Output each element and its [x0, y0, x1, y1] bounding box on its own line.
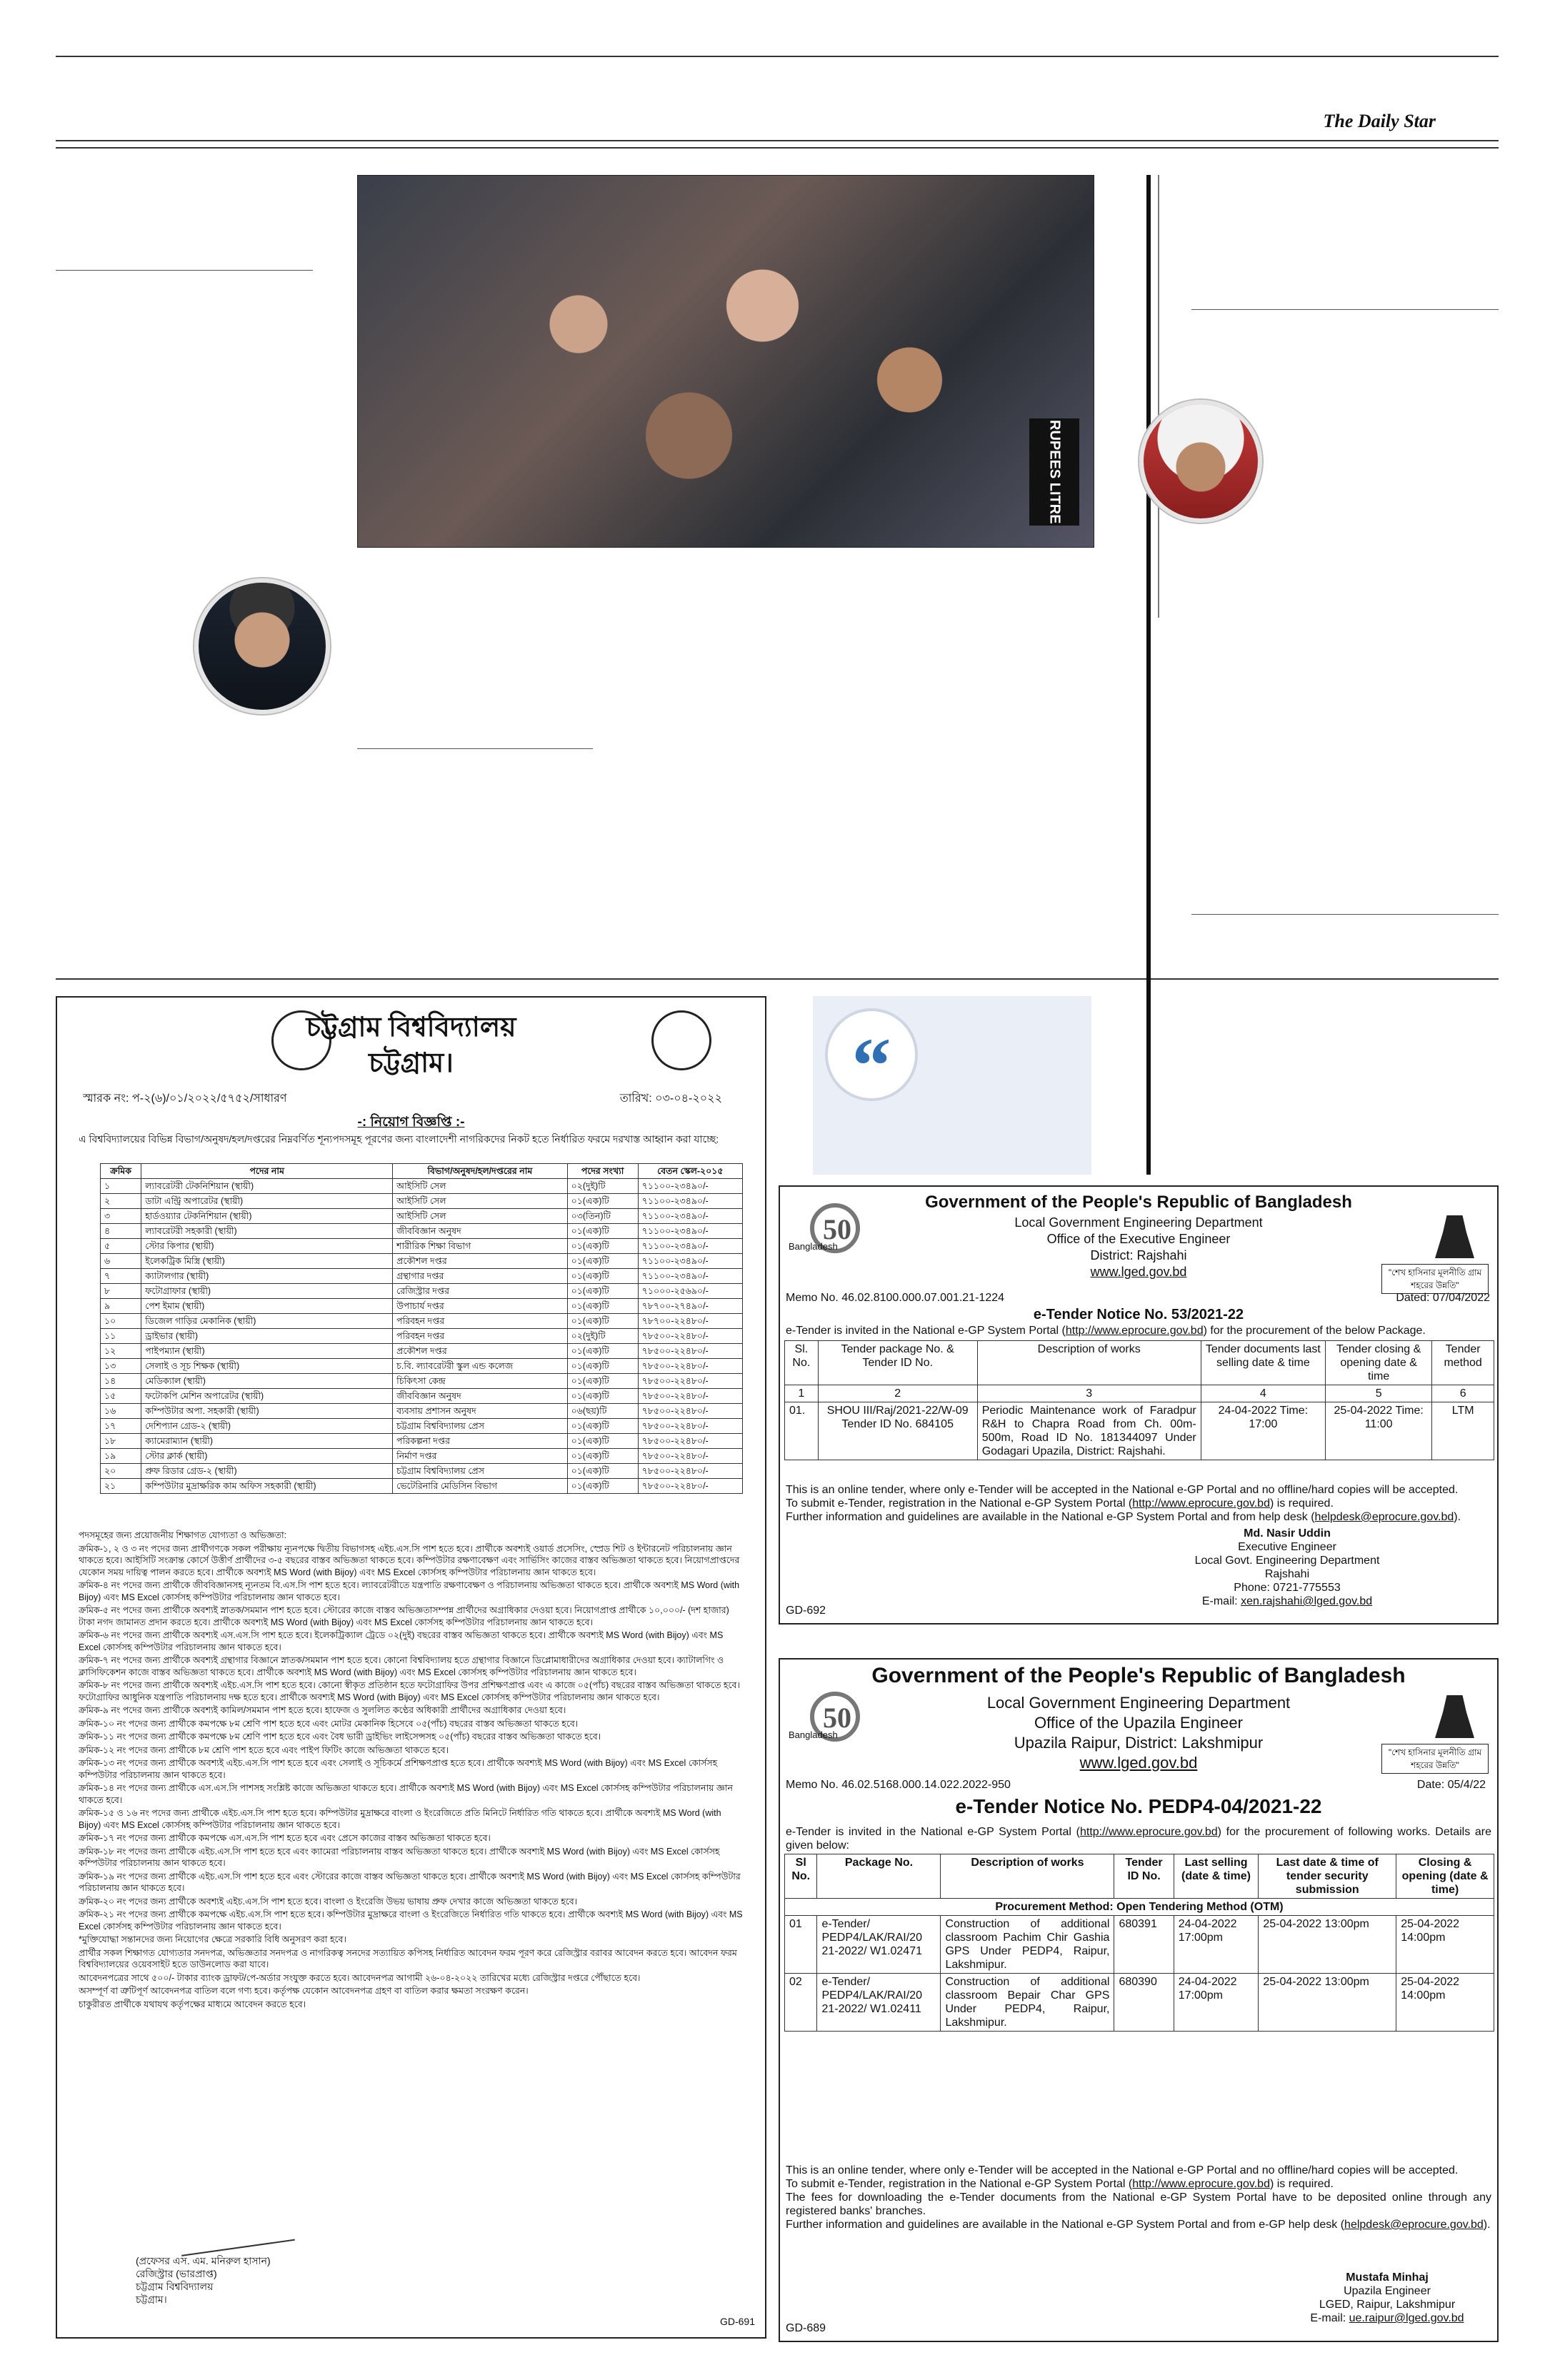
table-row — [101, 1374, 743, 1389]
table-cell: ৭৮৫০০-২২৪৮০/- — [638, 1374, 742, 1389]
t2-sig-org: LGED, Raipur, Lakshmipur — [1319, 2299, 1456, 2311]
t1-note2: To submit e-Tender, registration in the National e-GP System Portal (http://www.eprocure.gov.bd) is required. — [786, 1497, 1334, 1510]
table-row — [101, 1209, 743, 1224]
table-cell: ৭৮৭০০-২২৪৮০/- — [638, 1314, 742, 1329]
t1-sig-org: Local Govt. Engineering Department — [1194, 1555, 1380, 1567]
news-photo — [357, 175, 1094, 548]
cu-table-header: পদের নাম — [141, 1164, 393, 1179]
t1-gd-code: GD-692 — [786, 1605, 826, 1617]
cu-paragraph: ক্রমিক-১৪ নং পদের জন্য প্রার্থীকে এস.এস.সি পাশসহ সংশ্লিষ্ট কাজে অভিজ্ঞতা থাকতে হবে। প্রার্থীকে অবশ্যই MS Word (with Bijoy) এবং MS Excel কোর্সসহ কম্পিউটার পরিচালনায় জ্ঞান থাকতে হবে। — [79, 1783, 733, 1805]
table-cell: পাইপম্যান (স্থায়ী) — [141, 1344, 393, 1359]
table-cell: ক্যাটালগার (স্থায়ী) — [141, 1269, 393, 1284]
t2-dept: Local Government Engineering Department — [986, 1694, 1291, 1712]
right-column-rule-1 — [1191, 309, 1499, 310]
table-cell: ৭৮৫০০-২২৪৮০/- — [638, 1389, 742, 1404]
table-cell: ইলেকট্রিক মিস্ত্রি (স্থায়ী) — [141, 1254, 393, 1269]
cu-city: চট্টগ্রাম। — [369, 1048, 454, 1078]
table-cell: স্টোর ক্লার্ক (স্থায়ী) — [141, 1449, 393, 1464]
t1-table-header: Tender documents last selling date & time — [1201, 1341, 1325, 1385]
masthead: The Daily Star — [1323, 111, 1436, 131]
table-row — [101, 1224, 743, 1239]
cu-paragraph: ক্রমিক-১৯ নং পদের জন্য প্রার্থীকে এইচ.এস.সি পাশ হতে হবে এবং স্টোরের কাজে বাস্তব অভিজ্ঞতা থাকতে হবে। প্রার্থীকে অবশ্যই MS Word (with Bijoy) এবং MS Excel কোর্সসহ কম্পিউটার পরিচালনায় জ্ঞান থাকতে হবে। — [79, 1871, 741, 1893]
t2-table-header: Closing & opening (date & time) — [1396, 1854, 1494, 1899]
table-row — [785, 1916, 1494, 1974]
table-cell: ফটোকপি মেশিন অপারেটর (স্থায়ী) — [141, 1389, 393, 1404]
cu-paragraph: ক্রমিক-২০ নং পদের জন্য প্রার্থীকে অবশ্যই এইচ.এস.সি পাশ হতে হবে। বাংলা ও ইংরেজি উভয় ভাষায় প্রুফ দেখার কাজে অভিজ্ঞতা থাকতে হবে। — [79, 1896, 578, 1907]
table-row — [101, 1419, 743, 1434]
table-cell: ০১(এক)টি — [567, 1449, 638, 1464]
table-row — [101, 1194, 743, 1209]
table-cell: ৭১১০০-২৩৪৯০/- — [638, 1179, 742, 1194]
t2-table — [784, 1854, 1494, 2032]
table-cell: ০১(এক)টি — [567, 1194, 638, 1209]
cu-date: তারিখ: ০৩-০৪-২০২২ — [619, 1093, 722, 1105]
motto-text: "শেখ হাসিনার মূলনীতি গ্রাম শহরের উন্নতি" — [1381, 1264, 1489, 1294]
t2-sig-name: Mustafa Minhaj — [1346, 2271, 1429, 2284]
table-cell: ল্যাবরেটরী সহকারী (স্থায়ী) — [141, 1224, 393, 1239]
t1-notice-title: e-Tender Notice No. 53/2021-22 — [1033, 1307, 1244, 1322]
table-cell: e-Tender/ PEDP4/LAK/RAI/20 21-2022/ W1.02411 — [817, 1974, 941, 2032]
table-cell: 680390 — [1114, 1974, 1174, 2032]
t1-office: Office of the Executive Engineer — [1046, 1232, 1231, 1246]
table-cell: Periodic Maintenance work of Faradpur R&H to Chapra Road from Ch. 00m-500m, Road ID No. 181344097 Under Godagari Upazila, District: Rajshahi. — [977, 1402, 1201, 1460]
table-cell: ০৬(ছয়)টি — [567, 1404, 638, 1419]
table-cell: রেজিস্ট্রার দপ্তর — [393, 1284, 567, 1299]
cu-sig-name: (প্রফেসর এস. এম. মনিরুল হাসান) — [136, 2255, 271, 2266]
table-cell: ০১(এক)টি — [567, 1374, 638, 1389]
table-cell: ১৪ — [101, 1374, 141, 1389]
table-cell: স্টোর কিপার (স্থায়ী) — [141, 1239, 393, 1254]
t2-note2: To submit e-Tender, registration in the National e-GP System Portal (http://www.eprocure.gov.bd) is required. — [786, 2178, 1334, 2190]
table-row — [101, 1464, 743, 1479]
cu-paragraph: ক্রমিক-৪ নং পদের জন্য প্রার্থীকে জীববিজ্ঞানসহ ন্যূনতম বি.এস.সি পাশ হতে হবে। ল্যাবরেটরীতে যন্ত্রপাতি রক্ষণাবেক্ষণ ও পরিচালনায় অভিজ্ঞতা থাকতে হবে। প্রার্থীকে অবশ্যই MS Word (with Bijoy) এবং MS Excel কোর্সসহ কম্পিউটার পরিচালনায় জ্ঞান থাকতে হবে। — [79, 1580, 740, 1602]
table-row — [101, 1479, 743, 1494]
table-cell: ০১(এক)টি — [567, 1389, 638, 1404]
cu-table-header: বেতন স্কেল-২০১৫ — [638, 1164, 742, 1179]
cu-recruitment-notice — [56, 996, 766, 2339]
t2-gov: Government of the People's Republic of Bangladesh — [871, 1664, 1406, 1687]
table-cell: সেলাই ও সূচ শিক্ষক (স্থায়ী) — [141, 1359, 393, 1374]
t2-email: E-mail: ue.raipur@lged.gov.bd — [1310, 2312, 1464, 2324]
table-cell: ০১(এক)টি — [567, 1314, 638, 1329]
cu-paragraph: ক্রমিক-২১ নং পদের জন্য প্রার্থীকে কমপক্ষে এইচ.এস.সি পাশ হতে হবে। কম্পিউটার মুদ্রাক্ষরে বাংলা ও ইংরেজিতে নির্ধারিত গতি থাকতে হবে। প্রার্থীকে অবশ্যই MS Word (with Bijoy) এবং MS Excel কোর্সসহ কম্পিউটার পরিচালনায় জ্ঞান থাকতে হবে। — [79, 1909, 743, 1932]
table-cell: পেশ ইমাম (স্থায়ী) — [141, 1299, 393, 1314]
cu-posts-table — [100, 1163, 743, 1494]
table-row — [101, 1299, 743, 1314]
table-cell: ৭১০০০-২৫৬৯০/- — [638, 1284, 742, 1299]
table-cell: ০১(এক)টি — [567, 1344, 638, 1359]
table-cell: ০১(এক)টি — [567, 1239, 638, 1254]
motto-text: "শেখ হাসিনার মূলনীতি গ্রাম শহরের উন্নতি" — [1381, 1744, 1489, 1774]
table-cell: ১৮ — [101, 1434, 141, 1449]
header-rule-2 — [56, 147, 1499, 149]
table-cell: ০১(এক)টি — [567, 1269, 638, 1284]
t1-phone: Phone: 0721-775553 — [1234, 1582, 1341, 1594]
table-cell: ৭৮৫০০-২২৪৮০/- — [638, 1434, 742, 1449]
t2-district: Upazila Raipur, District: Lakshmipur — [1014, 1734, 1264, 1752]
portrait-left-image — [199, 583, 326, 710]
table-row — [101, 1284, 743, 1299]
cu-paragraph: ক্রমিক-১৮ নং পদের জন্য প্রার্থীকে এইচ.এস.সি পাশ হতে হবে এবং ক্যামেরা পরিচালনায় বাস্তব অভিজ্ঞতা থাকতে হবে। প্রার্থীকে অবশ্যই MS Word (with Bijoy) এবং MS Excel কোর্সসহ কম্পিউটার পরিচালনায় জ্ঞান থাকতে হবে। — [79, 1846, 720, 1868]
table-cell: ৮ — [101, 1284, 141, 1299]
cu-paragraph: ক্রমিক-১, ২ ও ৩ নং পদের জন্য প্রার্থীগণকে সকল পরীক্ষায় ন্যূনপক্ষে দ্বিতীয় বিভাগসহ এইচ.এস.সি পাশ হতে হবে। প্রার্থীকে অবশ্যই ওয়ার্ড প্রসেসিং, স্প্রেড শিট ও ইন্টারনেট পরিচালনায় জ্ঞান থাকতে হবে। আইসিটি সংক্রান্ত কোর্সে উত্তীর্ণ প্রার্থীদের ৩-৫ বছরের বাস্তব অভিজ্ঞতা থাকতে হবে। কম্পিউটার রক্ষণাবেক্ষণ এবং সার্ভিসিং কাজের বাস্তব অভিজ্ঞতা থাকতে হবে। নিয়োগপ্রাপ্তদের যেকোন সময় দায়িত্ব পালন করতে হবে। প্রার্থীকে অবশ্যই MS Word (with Bijoy) এবং MS Excel কোর্সসহ কম্পিউটার পরিচালনায় জ্ঞান থাকতে হবে। — [79, 1543, 740, 1577]
table-cell: ৭৮৫০০-২২৪৮০/- — [638, 1344, 742, 1359]
table-cell: ৭১১০০-২৩৪৯০/- — [638, 1209, 742, 1224]
t2-notes — [786, 2164, 1491, 2231]
table-cell: ভেটেরিনারি মেডিসিন বিভাগ — [393, 1479, 567, 1494]
table-cell: ০১(এক)টি — [567, 1254, 638, 1269]
t2-sig-block — [1280, 2271, 1494, 2325]
golden-jubilee-logo-icon: 50 Bangladesh — [789, 1200, 867, 1264]
table-cell: ৭ — [101, 1269, 141, 1284]
cu-paragraph: ক্রমিক-১১ নং পদের জন্য প্রার্থীকে কমপক্ষে ৮ম শ্রেণি পাশ হতে হবে এবং বৈধ ভারী ড্রাইভিং লাইসেন্সসহ ০৫(পাঁচ) বছরের বাস্তব অভিজ্ঞতা থাকতে হবে। — [79, 1732, 601, 1742]
cu-paragraph: *মুক্তিযোদ্ধা সন্তানদের জন্য নিয়োগের ক্ষেত্রে সরকারি বিধি অনুসরণ করা হবে। — [79, 1934, 346, 1944]
t2-note1: This is an online tender, where only e-Tender will be accepted in the National e-GP Portal and no offline/hard copies will be accepted. — [786, 2164, 1459, 2176]
table-cell: Construction of additional classroom Bepair Char GPS Under PEDP4, Raipur, Lakshmipur. — [941, 1974, 1114, 2032]
table-cell: ৭৮৫০০-২২৪৮০/- — [638, 1419, 742, 1434]
t1-column-number: 3 — [977, 1385, 1201, 1402]
t2-date: Date: 05/4/22 — [1416, 1779, 1486, 1791]
table-cell: ২০ — [101, 1464, 141, 1479]
t2-note4: Further information and guidelines are available in the National e-GP System Portal and from e-GP help desk (helpdesk@eprocure.gov.bd). — [786, 2219, 1491, 2231]
t2-office: Office of the Upazila Engineer — [1034, 1714, 1243, 1732]
t1-table-header: Tender closing & opening date & time — [1326, 1341, 1432, 1385]
cu-paragraph: পদসমূহের জন্য প্রয়োজনীয় শিক্ষাগত যোগ্যতা ও অভিজ্ঞতা: — [79, 1530, 287, 1540]
table-cell: পরিকল্পনা দপ্তর — [393, 1434, 567, 1449]
t1-eprocure-link[interactable]: http://www.eprocure.gov.bd — [1065, 1325, 1204, 1337]
cu-table-header: ক্রমিক — [101, 1164, 141, 1179]
table-cell: ৭৮৫০০-২২৪৮০/- — [638, 1359, 742, 1374]
table-cell: ৩ — [101, 1209, 141, 1224]
table-cell: 25-04-2022 13:00pm — [1259, 1974, 1396, 2032]
table-cell: 25-04-2022 14:00pm — [1396, 1916, 1494, 1974]
cu-paragraph: ক্রমিক-৫ নং পদের জন্য প্রার্থীকে অবশ্যই স্নাতক/সমমান পাশ হতে হবে। স্টোরের কাজে বাস্তব অভিজ্ঞতাসম্পন্ন প্রার্থীদের অগ্রাধিকার দেওয়া হবে। নিয়োগপ্রাপ্ত প্রার্থীকে ১০,০০০/- (দশ হাজার) টাকা নগদ জামানত প্রদান করতে হবে। প্রার্থীকে অবশ্যই MS Word (with Bijoy) এবং MS Excel কোর্সসহ কম্পিউটার পরিচালনায় জ্ঞান থাকতে হবে। — [79, 1605, 729, 1627]
table-row — [101, 1449, 743, 1464]
cu-intro: এ বিশ্ববিদ্যালয়ের বিভিন্ন বিভাগ/অনুষদ/হল/দপ্তরের নিম্নবর্ণিত শূন্যপদসমূহ পূরণের জন্য বাংলাদেশী নাগরিকদের নিকট হতে নির্ধারিত ফরমে দরখাস্ত আহ্বান করা যাচ্ছে: — [79, 1133, 719, 1145]
table-cell: ০১(এক)টি — [567, 1434, 638, 1449]
t2-intro: e-Tender is invited in the National e-GP System Portal (http://www.eprocure.gov.bd) for the procurement of following works. Details are given below: — [786, 1826, 1492, 1852]
table-cell: ১৫ — [101, 1389, 141, 1404]
table-cell: 24-04-2022 Time: 17:00 — [1201, 1402, 1325, 1460]
table-cell: ডিজেল গাড়ির মেকানিক (স্থায়ী) — [141, 1314, 393, 1329]
table-cell: প্রকৌশল দপ্তর — [393, 1254, 567, 1269]
top-rule — [56, 56, 1499, 57]
table-cell: ১ — [101, 1179, 141, 1194]
table-cell: 01. — [785, 1402, 819, 1460]
cu-paragraph: ক্রমিক-১৫ ও ১৬ নং পদের জন্য প্রার্থীকে এইচ.এস.সি পাশ হতে হবে। কম্পিউটার মুদ্রাক্ষরে বাংলা ও ইংরেজিতে প্রতি মিনিটে নির্ধারিত গতি থাকতে হবে। প্রার্থীকে অবশ্যই MS Word (with Bijoy) এবং MS Excel কোর্সসহ কম্পিউটার পরিচালনায় জ্ঞান থাকতে হবে। — [79, 1808, 721, 1830]
cu-paragraph: ক্রমিক-১০ নং পদের জন্য প্রার্থীকে কমপক্ষে ৮ম শ্রেণি পাশ হতে হবে এবং মোটর মেকানিক হিসেবে ০৫(পাঁচ) বছরের বাস্তব অভিজ্ঞতা থাকতে হবে। — [79, 1718, 579, 1729]
golden-jubilee-logo-icon: 50 Bangladesh — [789, 1688, 867, 1752]
table-cell: ১২ — [101, 1344, 141, 1359]
table-cell: e-Tender/ PEDP4/LAK/RAI/20 21-2022/ W1.02471 — [817, 1916, 941, 1974]
table-cell: ৫ — [101, 1239, 141, 1254]
t1-note2-link[interactable]: http://www.eprocure.gov.bd — [1132, 1497, 1270, 1510]
t1-gov: Government of the People's Republic of Bangladesh — [925, 1192, 1352, 1212]
t1-column-number: 6 — [1432, 1385, 1494, 1402]
t2-email-link[interactable]: ue.raipur@lged.gov.bd — [1349, 2312, 1464, 2324]
table-cell: ৭৮৫০০-২২৪৮০/- — [638, 1404, 742, 1419]
table-cell: শারীরিক শিক্ষা বিভাগ — [393, 1239, 567, 1254]
t1-column-number: 4 — [1201, 1385, 1325, 1402]
table-cell: ০২(দুই)টি — [567, 1329, 638, 1344]
cu-paragraph: ক্রমিক-৯ নং পদের জন্য প্রার্থীকে অবশ্যই কামিল/সমমান পাশ হতে হবে। হাফেজ ও সুললিত কণ্ঠের অধিকারী প্রার্থীদের অগ্রাধিকার দেওয়া হবে। — [79, 1705, 566, 1715]
table-cell: প্রকৌশল দপ্তর — [393, 1344, 567, 1359]
table-cell: ল্যাবরেটরী টেকনিশিয়ান (স্থায়ী) — [141, 1179, 393, 1194]
table-cell: ০১(এক)টি — [567, 1299, 638, 1314]
table-cell: চট্টগ্রাম বিশ্ববিদ্যালয় প্রেস — [393, 1464, 567, 1479]
right-column-rule-2 — [1191, 914, 1499, 915]
t1-dept: Local Government Engineering Department — [1014, 1215, 1263, 1230]
t1-column-number: 1 — [785, 1385, 819, 1402]
table-row — [101, 1254, 743, 1269]
table-cell: ফটোগ্রাফার (স্থায়ী) — [141, 1284, 393, 1299]
table-cell: ১৯ — [101, 1449, 141, 1464]
t1-helpdesk-link[interactable]: helpdesk@eprocure.gov.bd — [1314, 1511, 1454, 1523]
t2-sig-title: Upazila Engineer — [1344, 2285, 1431, 2297]
table-cell: ৭১১০০-২৩৪৯০/- — [638, 1194, 742, 1209]
table-cell: ২ — [101, 1194, 141, 1209]
table-row — [101, 1359, 743, 1374]
t2-gd-code: GD-689 — [786, 2322, 826, 2334]
right-column-divider-stub — [1158, 175, 1159, 618]
cu-paragraph: আবেদনপত্রের সাথে ৫০০/- টাকার ব্যাংক ড্রাফট/পে-অর্ডার সংযুক্ত করতে হবে। আবেদনপত্র আগামী ২৬-০৪-২০২২ তারিখের মধ্যে রেজিস্ট্রার দপ্তরে পৌঁছাতে হবে। — [79, 1972, 641, 1983]
table-row — [101, 1404, 743, 1419]
t1-intro: e-Tender is invited in the National e-GP System Portal (http://www.eprocure.gov.bd) for the procurement of the below Package. — [786, 1325, 1426, 1337]
table-cell: ৬ — [101, 1254, 141, 1269]
table-cell: ড্রাইভার (স্থায়ী) — [141, 1329, 393, 1344]
table-cell: দেশিপ্যান গ্রেড-২ (স্থায়ী) — [141, 1419, 393, 1434]
table-cell: ০১(এক)টি — [567, 1479, 638, 1494]
cu-paragraph: ক্রমিক-১৩ নং পদের জন্য প্রার্থীকে অবশ্যই এইচ.এস.সি পাশ হতে হবে এবং সেলাই ও সূচিকর্মে প্রশিক্ষণপ্রাপ্ত হতে হবে। প্রার্থীকে অবশ্যই MS Word (with Bijoy) এবং MS Excel কোর্সসহ কম্পিউটার পরিচালনায় জ্ঞান থাকতে হবে। — [79, 1758, 718, 1780]
cu-signature-block — [136, 2254, 271, 2306]
table-cell: ০১(এক)টি — [567, 1224, 638, 1239]
table-cell: আইসিটি সেল — [393, 1209, 567, 1224]
portrait-right — [1139, 400, 1262, 523]
table-cell: ৭১১০০-২৩৪৯০/- — [638, 1239, 742, 1254]
table-cell: ৭৮৭০০-২৭৪৯০/- — [638, 1299, 742, 1314]
t2-note3: The fees for downloading the e-Tender documents from the National e-GP System Portal have to be deposited online through any registered banks' branches. — [786, 2191, 1491, 2217]
cu-paragraph: ক্রমিক-১৭ নং পদের জন্য প্রার্থীকে কমপক্ষে এস.এস.সি পাশ হতে হবে এবং প্রেসে কাজের বাস্তব অভিজ্ঞতা থাকতে হবে। — [79, 1833, 491, 1843]
t2-method-row — [785, 1899, 1494, 1916]
table-cell: 25-04-2022 14:00pm — [1396, 1974, 1494, 2032]
t2-table-header: Package No. — [817, 1854, 941, 1899]
table-cell: ০১(এক)টি — [567, 1464, 638, 1479]
table-row — [101, 1179, 743, 1194]
cu-heading: -: নিয়োগ বিজ্ঞপ্তি :- — [357, 1115, 465, 1130]
t2-memo: Memo No. 46.02.5168.000.14.022.2022-950 — [786, 1779, 1011, 1791]
table-cell: ১৭ — [101, 1419, 141, 1434]
table-cell: ৭৮৫০০-২২৪৮০/- — [638, 1449, 742, 1464]
cu-paragraph: চাকুরীরত প্রার্থীকে যথাযথ কর্তৃপক্ষের মাধ্যমে আবেদন করতে হবে। — [79, 1999, 306, 2009]
portrait-right-image — [1144, 404, 1258, 518]
table-cell: 25-04-2022 13:00pm — [1259, 1916, 1396, 1974]
t2-helpdesk-link[interactable]: helpdesk@eprocure.gov.bd — [1344, 2219, 1484, 2231]
cu-body-text — [79, 1530, 744, 2244]
t2-table-header: Sl No. — [785, 1854, 817, 1899]
table-cell: ২১ — [101, 1479, 141, 1494]
table-row — [785, 1974, 1494, 2032]
table-cell: ০১(এক)টি — [567, 1284, 638, 1299]
t1-sig-name: Md. Nasir Uddin — [1244, 1527, 1331, 1540]
cu-paragraph: ক্রমিক-১২ নং পদের জন্য প্রার্থীকে ৮ম শ্রেণি পাশ হতে হবে এবং পাইপ ফিটিং কাজে অভিজ্ঞতা থাকতে হবে। — [79, 1744, 449, 1755]
table-cell: 25-04-2022 Time: 11:00 — [1326, 1402, 1432, 1460]
table-cell: ১৬ — [101, 1404, 141, 1419]
t1-sig-title: Executive Engineer — [1238, 1541, 1336, 1553]
table-row — [101, 1344, 743, 1359]
tender-notice-rajshahi — [779, 1185, 1499, 1625]
table-row — [101, 1389, 743, 1404]
t1-column-number: 2 — [818, 1385, 977, 1402]
quote-icon: “ — [825, 1008, 918, 1101]
section-rule — [56, 978, 1499, 980]
t1-memo: Memo No. 46.02.8100.000.07.001.21-1224 — [786, 1292, 1005, 1304]
table-cell: উপাচার্য দপ্তর — [393, 1299, 567, 1314]
t2-table-header: Description of works — [941, 1854, 1114, 1899]
cu-paragraph: অসম্পূর্ণ বা ত্রুটিপূর্ণ আবেদনপত্র বাতিল বলে গণ্য হবে। কর্তৃপক্ষ যেকোন আবেদনপত্র গ্রহণ বা বাতিল করার ক্ষমতা সংরক্ষণ করেন। — [79, 1986, 529, 1996]
t1-table-header: Tender package No. & Tender ID No. — [818, 1341, 977, 1385]
table-cell: হার্ডওয়্যার টেকনিশিয়ান (স্থায়ী) — [141, 1209, 393, 1224]
t1-district: District: Rajshahi — [1090, 1248, 1187, 1262]
cu-title: চট্টগ্রাম বিশ্ববিদ্যালয় — [306, 1013, 516, 1043]
table-row — [101, 1269, 743, 1284]
cu-sig-city: চট্টগ্রাম। — [136, 2294, 167, 2305]
table-cell: SHOU III/Raj/2021-22/W-09 Tender ID No. 684105 — [818, 1402, 977, 1460]
t2-web-link[interactable]: www.lged.gov.bd — [1079, 1754, 1198, 1772]
table-cell: প্রুফ রিডার গ্রেড-২ (স্থায়ী) — [141, 1464, 393, 1479]
table-cell: আইসিটি সেল — [393, 1179, 567, 1194]
table-cell: কম্পিউটার অপা. সহকারী (স্থায়ী) — [141, 1404, 393, 1419]
t2-table-header: Last date & time of tender security submission — [1259, 1854, 1396, 1899]
table-cell: 02 — [785, 1974, 817, 2032]
t1-web-link[interactable]: www.lged.gov.bd — [1090, 1265, 1187, 1279]
table-cell: ১৩ — [101, 1359, 141, 1374]
cu-paragraph: প্রার্থীর সকল শিক্ষাগত যোগ্যতার সনদপত্র, অভিজ্ঞতার সনদপত্র ও নাগরিকত্ব সনদের সত্যায়িত কপিসহ নির্ধারিত আবেদন ফরম পূরণ করে রেজিস্ট্রার বরাবর আবেদন করতে হবে। আবেদন ফরম বিশ্ববিদ্যালয়ের ওয়েবসাইট হতে ডাউনলোড করা যাবে। — [79, 1947, 737, 1969]
table-cell: ৭৮৫০০-২২৪৮০/- — [638, 1464, 742, 1479]
table-cell: ১০ — [101, 1314, 141, 1329]
t1-note3: Further information and guidelines are available in the National e-GP System Portal and from help desk (helpdesk@eprocure.gov.bd). — [786, 1511, 1461, 1523]
table-cell: মেডিক্যাল (স্থায়ী) — [141, 1374, 393, 1389]
t2-note2-link[interactable]: http://www.eprocure.gov.bd — [1132, 2178, 1270, 2190]
header-rule-1 — [56, 140, 1499, 141]
table-row — [101, 1434, 743, 1449]
t1-email: E-mail: xen.rajshahi@lged.gov.bd — [1201, 1595, 1373, 1607]
table-cell: 680391 — [1114, 1916, 1174, 1974]
table-cell: LTM — [1432, 1402, 1494, 1460]
t1-date: Dated: 07/04/2022 — [1396, 1292, 1490, 1304]
table-cell: 24-04-2022 17:00pm — [1174, 1974, 1259, 2032]
t1-table-header: Description of works — [977, 1341, 1201, 1385]
t1-column-number: 5 — [1326, 1385, 1432, 1402]
t1-table-header: Tender method — [1432, 1341, 1494, 1385]
table-cell: জীববিজ্ঞান অনুষদ — [393, 1389, 567, 1404]
table-cell: ৭১১০০-২৩৪৯০/- — [638, 1269, 742, 1284]
table-cell: ৭১১০০-২৩৪৯০/- — [638, 1224, 742, 1239]
t2-table-header: Tender ID No. — [1114, 1854, 1174, 1899]
t1-table-header: Sl. No. — [785, 1341, 819, 1385]
table-cell: 24-04-2022 17:00pm — [1174, 1916, 1259, 1974]
table-cell: চট্টগ্রাম বিশ্ববিদ্যালয় প্রেস — [393, 1419, 567, 1434]
table-cell: নির্মাণ দপ্তর — [393, 1449, 567, 1464]
table-cell: জীববিজ্ঞান অনুষদ — [393, 1224, 567, 1239]
left-column-rule — [56, 270, 313, 271]
table-cell: ডাটা এন্ট্রি অপারেটর (স্থায়ী) — [141, 1194, 393, 1209]
cu-memo: স্মারক নং: প-২(৬)/০১/২০২২/৫৭৫২/সাধারণ — [83, 1093, 287, 1105]
t1-sig-city: Rajshahi — [1264, 1568, 1310, 1580]
table-cell: ৭৮৫০০-২২৪৮০/- — [638, 1329, 742, 1344]
table-cell: 01 — [785, 1916, 817, 1974]
cu-sig-title: রেজিস্ট্রার (ভারপ্রাপ্ত) — [136, 2268, 217, 2279]
table-row — [101, 1314, 743, 1329]
right-column-divider — [1146, 175, 1151, 1175]
table-cell: ১১ — [101, 1329, 141, 1344]
cu-table-header: পদের সংখ্যা — [567, 1164, 638, 1179]
table-cell: আইসিটি সেল — [393, 1194, 567, 1209]
table-cell: ০১(এক)টি — [567, 1419, 638, 1434]
table-cell: ০২(দুই)টি — [567, 1179, 638, 1194]
cu-paragraph: ক্রমিক-৭ নং পদের জন্য প্রার্থীকে অবশ্যই গ্রন্থাগার বিজ্ঞানে স্নাতক/সমমান পাশ হতে হবে। কোনো বিশ্ববিদ্যালয় হতে গ্রন্থাগার বিজ্ঞানে ডিপ্লোমাধারীদের অগ্রাধিকার দেওয়া হবে। ক্যাটালগিং ও ক্লাসিফিকেশন কাজে বাস্তব অভিজ্ঞতা থাকতে হবে। প্রার্থীকে অবশ্যই MS Word (with Bijoy) এবং MS Excel কোর্সসহ কম্পিউটার পরিচালনায় জ্ঞান থাকতে হবে। — [79, 1655, 724, 1677]
portrait-left — [194, 578, 330, 714]
t1-email-link[interactable]: xen.rajshahi@lged.gov.bd — [1241, 1595, 1373, 1607]
t2-eprocure-link[interactable]: http://www.eprocure.gov.bd — [1079, 1826, 1218, 1838]
t1-sig-block — [1180, 1527, 1394, 1608]
cu-paragraph: ক্রমিক-৬ নং পদের জন্য প্রার্থীকে অবশ্যই এস.এস.সি পাশ হতে হবে। ইলেকট্রিক্যাল ট্রেডে ০২(দুই) বছরের বাস্তব অভিজ্ঞতা থাকতে হবে। প্রার্থীকে অবশ্যই MS Word (with Bijoy) এবং MS Excel কোর্সসহ কম্পিউটার পরিচালনায় জ্ঞান থাকতে হবে। — [79, 1630, 724, 1652]
t2-table-header: Last selling (date & time) — [1174, 1854, 1259, 1899]
cu-table-header: বিভাগ/অনুষদ/হল/দপ্তরের নাম — [393, 1164, 567, 1179]
table-row — [101, 1239, 743, 1254]
t2-method: Procurement Method: Open Tendering Method (OTM) — [785, 1899, 1494, 1916]
table-cell: কম্পিউটার মুদ্রাক্ষরিক কাম অফিস সহকারী (স্থায়ী) — [141, 1479, 393, 1494]
table-cell: ৯ — [101, 1299, 141, 1314]
table-cell: Construction of additional classroom Pachim Chir Gashia GPS Under PEDP4, Raipur, Lakshmipur. — [941, 1916, 1114, 1974]
t1-table — [784, 1340, 1494, 1460]
table-cell: ০১(এক)টি — [567, 1359, 638, 1374]
table-cell: পরিবহন দপ্তর — [393, 1314, 567, 1329]
table-row — [101, 1329, 743, 1344]
table-cell: পরিবহন দপ্তর — [393, 1329, 567, 1344]
table-cell: ৭১১০০-২৩৪৯০/- — [638, 1254, 742, 1269]
t2-notice-title: e-Tender Notice No. PEDP4-04/2021-22 — [955, 1795, 1322, 1817]
table-cell: গ্রন্থাগার দপ্তর — [393, 1269, 567, 1284]
cu-paragraph: ক্রমিক-৮ নং পদের জন্য প্রার্থীকে অবশ্যই এইচ.এস.সি পাশ হতে হবে। কোনো স্বীকৃত প্রতিষ্ঠান হতে ফটোগ্রাফির উপর প্রশিক্ষণপ্রাপ্ত এবং এ কাজে ০৫(পাঁচ) বছরের বাস্তব অভিজ্ঞতা থাকতে হবে। ফটোগ্রাফির আধুনিক যন্ত্রপাতি পরিচালনায় দক্ষ হতে হবে। প্রার্থীকে অবশ্যই MS Word (with Bijoy) এবং MS Excel কোর্সসহ কম্পিউটার পরিচালনায় জ্ঞান থাকতে হবে। — [79, 1680, 740, 1702]
table-cell: চ.বি. ল্যাবরেটরী স্কুল এন্ড কলেজ — [393, 1359, 567, 1374]
table-cell: ব্যবসায় প্রশাসন অনুষদ — [393, 1404, 567, 1419]
table-cell: ০৩(তিন)টি — [567, 1209, 638, 1224]
photo-sign: RUPEES LITRE — [1029, 418, 1079, 526]
cu-sig-org: চট্টগ্রাম বিশ্ববিদ্যালয় — [136, 2281, 214, 2292]
table-cell: চিকিৎসা কেন্দ্র — [393, 1374, 567, 1389]
cu-gd-code: GD-691 — [719, 2316, 755, 2327]
table-cell: ৭৮৫০০-২২৪৮০/- — [638, 1479, 742, 1494]
tender-notice-raipur — [779, 1658, 1499, 2342]
mid-column-rule — [357, 748, 593, 749]
table-cell: ৪ — [101, 1224, 141, 1239]
t1-note1: This is an online tender, where only e-Tender will be accepted in the National e-GP Portal and no offline/hard copies will be accepted. — [786, 1484, 1459, 1496]
table-cell: ক্যামেরাম্যান (স্থায়ী) — [141, 1434, 393, 1449]
